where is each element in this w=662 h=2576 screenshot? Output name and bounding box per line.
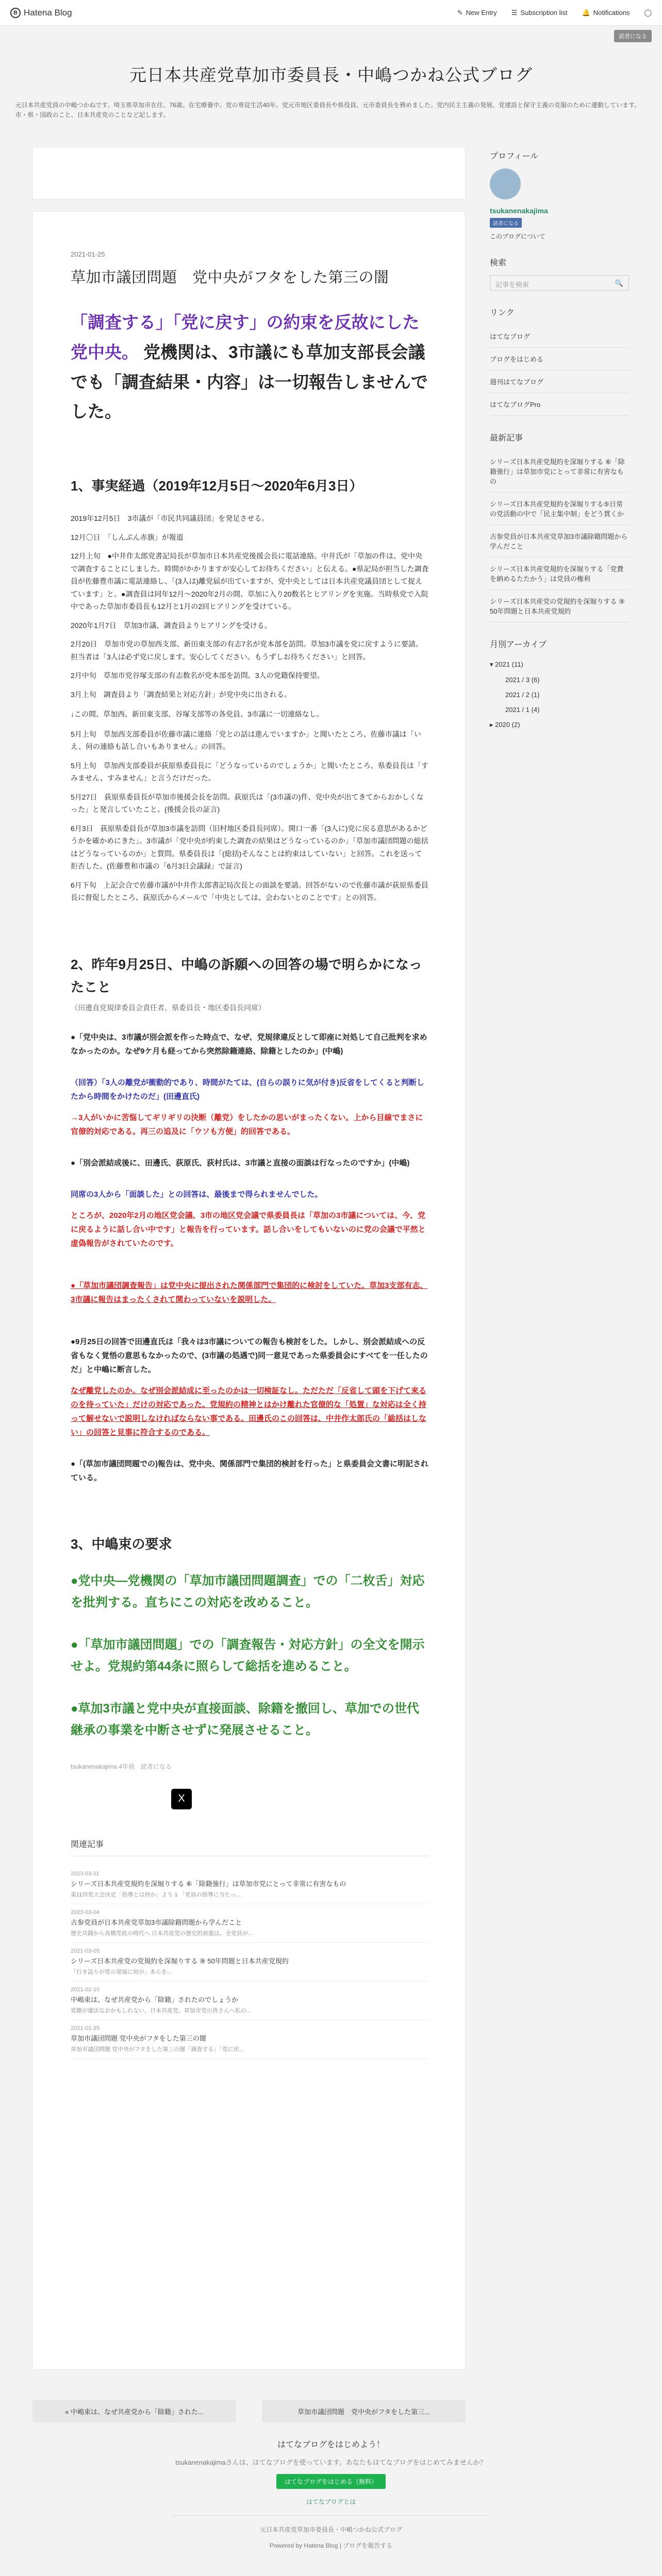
about-link[interactable]: このブログについて xyxy=(490,233,545,240)
recent-item[interactable]: シリーズ日本共産党の党規約を深堀りする ⑨ 50年問題と日本共産党規約 xyxy=(490,590,629,622)
hatena-logo[interactable]: B Hatena Blog xyxy=(10,8,72,18)
blog-title[interactable]: 元日本共産党草加市委員長・中嶋つかね公式ブログ xyxy=(129,65,533,84)
blog-description: 元日本共産党員の中嶋つかねです。埼玉県草加市在住、76歳。在宅療養中。党の専従生活40年。党元市地区委員長や県役員、元市委員長を務めました。党内民主主義の発展、党建設と保守主義の克服のために運動しています。市・県・国政のこと、日本共産党のことなど記します。 xyxy=(15,101,640,119)
archive-item[interactable]: 2021 / 2 (1) xyxy=(505,691,540,699)
recent-item[interactable]: シリーズ日本共産党規約を深堀りする⑤日常の党活動の中で「民主集中制」をどう貫くか xyxy=(490,493,629,525)
link-item[interactable]: はてなブログ xyxy=(490,325,629,348)
archive-item[interactable]: 2021 / 1 (4) xyxy=(505,706,540,714)
pencil-icon: ✎ xyxy=(457,8,463,16)
article-date[interactable]: 2021-01-25 xyxy=(71,250,105,258)
recent-item[interactable]: 古参党員が日本共産党草加3市議除籍問題から学んだこと xyxy=(490,525,629,557)
start-blog-button[interactable]: はてなブログをはじめる（無料） xyxy=(276,2474,386,2489)
link-item[interactable]: はてなブログPro xyxy=(490,393,629,416)
archive-item[interactable]: 2021 / 3 (6) xyxy=(505,676,540,684)
related-articles: 関連記事 2023-03-11 シリーズ日本共産党規約を深堀りする ⑥「除籍強行」は草加市党にとって非常に有害なもの 第11回党大会決定「指導とは何か」より 1 「党員の指導に当たっ... 2023-03-04 古参党員が日本共産党草加3市議除籍問題から学んだこと 歴史共闘から高橋党政の時代へ 日本共産党の歴史的前進は、全党員が... 2021-03-05 シリーズ日本共産党の党規約を深堀りする ⑨ 50年問題と日本共産党規約 「行き詰りが党の発展に何が」あらを... 2021-02-10 中嶋束は、なぜ共産党から「除籍」されたのでしょうか 党籍が違法なおかもしれない。日本共産党。草加市党の皆さんへ私の... 2021-01-25 草加市議団問題 党中央がフタをした第三の闇 草加市議団問題 党中央がフタをした第三の闇「調査する」「党に戻... xyxy=(71,1838,429,2059)
pager xyxy=(32,2400,466,2422)
ad-box xyxy=(32,147,466,199)
link-item[interactable]: 週刊はてなブログ xyxy=(490,370,629,393)
timeline: 2019年12月5日 3市議が「市民共同議員団」を発足させる。 12月〇日 「しんぶん赤旗」が報道 12月上旬 ●中井作太郎党書記局長が草加市日本共産党後援会長に電話連絡。中井氏が「草加の件は、党中央で調査することにしました。時間がかかりますが安心してお待ちください」と伝える。●県記局が担当した調査員が佐藤豊市議に電話連絡し、「(3人は)離党届が出ていますが、党中央としては日本共産党議員団として捉えています」と。●調査員は同年12月〜2020年2月の間、草加に入り20数名とヒアリングを実施。当時県党で入院中であった草加市委員長も12月と1月の2回ヒアリングを受けている。 2020年1月7日 草加3市議、調査員よりヒアリングを受ける。 2月20日 草加市党の草加西支部、新田東支部の有志7名が党本部を訪問。草加3市議を党に戻すように要請。担当者は「3人は必ず党に戻します。安心してください。もうずしお待ちください」と回答。 2月中旬 草加市党谷塚支部の有志数名が党本部を訪問。3人の党籍保持要望。 3月上旬 調査員より「調査結果と対応方針」が党中央に出される。 ↓この間、草加西、新田東支部、谷塚支部等の各党員、3市議に一切連絡なし。 5月上旬 草加西支部委員が佐藤市議に連絡「党との話は進んでいますか」と聞いたところ、佐藤市議は「いえ、何の連絡も話し合いもありません」の回答。 5月上旬 草加西支部委員が荻原県委員長に「どうなっているのでしょうか」と聞いたところ、県委員長は「すみません、すみません」と言うだけだった。 5月27日 荻原県委員長が草加市後援会長を訪問。荻原氏は「(3市議の)件、党中央が出てきてからおかしくなった」と発言していたこと。(後援会長の証言) 6月3日 荻原県委員長が草加3市議を訪問（旧村地区委員長同席）。開口一番「(3人に)党に戻る意思があるかどうかを確かめにきた」。3市議が「党中央が約束した調査の結果はどうなっているのか」「草加市議団問題の総括はどうなっているのか」と質問。県委員長は「(総括)そんなことは約束はしていない」と回答。これを送って拒否した。(佐藤豊和市議の「6月3日会議録」で証言) 6月下旬 上記会合で佐藤市議が中井作太郎書記局次長との面談を要請。回答がないので佐藤市議が荻原県委員長に督促したところ、荻原氏からメールで「中央としては、会わないとのことです」との回答。 xyxy=(71,514,429,902)
section-heading-2: 2、昨年9月25日、中嶋の訴願への回答の場で明らかになったこと xyxy=(71,956,422,995)
prev-article-button[interactable]: « 中嶋束は、なぜ共産党から「除籍」された... xyxy=(32,2400,236,2422)
article: 2021-01-25 草加市議団問題 党中央がフタをした第三の闇 「調査する」「党に戻す」の約束を反故にした党中央。 党機関は、3市議にも草加支部長会議でも「調査結果・内容」は一切報告しませんでした。 1、事実経過（2019年12月5日〜2020年6月3日） 2019年12月5日 3市議が「市民共同議員団」を発足させる。 12月〇日 「しんぶん赤旗」が報道 12月上旬 ●中井作太郎党書記局長が草加市日本共産党後援会長に電話連絡。中井氏が「草加の件は、党中央で調査することにしました。時間がかかりますが安心してお待ちください」と伝える。●県記局が担当した調査員が佐藤豊市議に電話連絡し、「(3人は)離党届が出ていますが、党中央としては日本共産党議員団として捉えています」と。●調査員は同年12月〜2020年2月の間、草加に入り20数名とヒアリングを実施。当時県党で入院中であった草加市委員長も12月と1月の2回ヒアリングを受けている。 2020年1月7日 草加3市議、調査員よりヒアリングを受ける。 2月20日 草加市党の草加西支部、新田東支部の有志7名が党本部を訪問。草加3市議を党に戻すように要請。担当者は「3人は必ず党に戻します。安心してください。もうずしお待ちください」と回答。 2月中旬 草加市党谷塚支部の有志数名が党本部を訪問。3人の党籍保持要望。 3月上旬 調査員より「調査結果と対応方針」が党中央に出される。 ↓この間、草加西、新田東支部、谷塚支部等の各党員、3市議に一切連絡なし。 5月上旬 草加西支部委員が佐藤市議に連絡「党との話は進んでいますか」と聞いたところ、佐藤市議は「いえ、何の連絡も話し合いもありません」の回答。 5月上旬 草加西支部委員が荻原県委員長に「どうなっているのでしょうか」と聞いたところ、県委員長は「すみません、すみません」と言うだけだった。 5月27日 荻原県委員長が草加市後援会長を訪問。荻原氏は「(3市議の)件、党中央が出てきてからおかしくなった」と発言していたこと。(後援会長の証言) 6月3日 荻原県委員長が草加3市議を訪問（旧村地区委員長同席）。開口一番「(3人に)党に戻る意思があるかどうかを確かめにきた」。3市議が「党中央が約束した調査の結果はどうなっているのか」「草加市議団問題の総括はどうなっているのか」と質問。県委員長は「(総括)そんなことは約束はしていない」と回答。これを送って拒否した。(佐藤豊和市議の「6月3日会議録」で証言) 6月下旬 上記会合で佐藤市議が中井作太郎書記局次長との面談を要請。回答がないので佐藤市議が荻原県委員長に督促したところ、荻原氏からメールで「中央としては、会わないとのことです」との回答。 2、昨年9月25日、中嶋の訴願への回答の場で明らかになったこと （田邊直党規律委員会責任者、県委員長・地区委員長同席） ●「党中央は、3市議が別会派を作った時点で、なぜ、党規律違反として即座に対処して自己批判を求めなかったのか。なぜ9ケ月も経ってから突然除籍連絡、除籍としたのか」(中嶋) （回答）「3人の離党が衝動的であり、時間がたては、(自らの誤りに気が付き)反省をしてくると判断したから時間をかけたのだ」(田邊直氏) →3人がいかに苦悩してギリギリの決断（離党）をしたかの思いがまったくない。上から目線でまさに官僚的対応である。再三の追及に「ウソも方便」的回答である。 ●「別会派結成後に、田邊氏、荻原氏、荻村氏は、3市議と直接の面談は行なったのですか」(中嶋) 同席の3人から「面談した」との回答は、最後まで得られませんでした。 ところが、2020年2月の地区党会議、3市の地区党会議で県委員長は「草加の3市議については、今、党に戻るように話し合い中です」と報告を行っています。話し合いをしてもいないのに党の会議で平然と虚偽報告がされていたのです。 ●「草加市議団調査報告」は党中央に提出された関係部門で集団的に検討をしていた。草加3支部有志、3市議に報告はまったくされて関わっていないを説明した。 ●9月25日の回答で田邊直氏は「我々は3市議についての報告も検討をした。しかし、別会派結成への反省もなく覚悟の意思もなかったので、(3市議の処遇で)同一意見であった県委員会にすべてを一任したのだ」と中嶋に断言した。 なぜ離党したのか。なぜ別会派結成に至ったのかは一切検証なし。ただただ「反省して頭を下げて来るのを待っていた」だけの対応であった。党規約の精神とはかけ離れた官僚的な「処置」な対応は全く持って解せないで説明しなければならない事である。田邊氏のこの回答は、中井作太郎氏の「総括はしない」の回答と見事に符合するのである。 ●「(草加市議団問題での)報告は、党中央、関係部門で集団的検討を行った」と県委員会文書に明記されている。 3、中嶋束の要求 ●党中央―党機関の「草加市議団問題調査」での「二枚舌」対応を批判する。直ちにこの対応を改めること。 ●「草加市議団問題」での「調査報告・対応方針」の全文を開示せよ。党規約第44条に照らして総括を進めること。 ●草加3市議と党中央が直接面談、除籍を撤回し、草加での世代継承の事業を中断させずに発展させること。 tsukanenakajima 4年前 読者になる X 関連記事 2023-03-11 シリーズ日本共産党規約を深堀りする ⑥「除籍強行」は草加市党にとって非常に有害なもの 第11回党大会決定「指導とは何か」より 1 「党員の指導に当たっ... 2023-03-04 古参党員が日本共産党草加3市議除籍問題から学んだこと 歴史共闘から高橋党政の時代へ 日本共産党の歴史的前進は、全党員が... 2021-03-05 シリーズ日本共産党の党規約を深堀りする ⑨ 50年問題と日本共産党規約 「行き詰りが党の発展に何が」あらを... 2021-02-10 中嶋束は、なぜ共産党から「除籍」されたのでしょうか 党籍が違法なおかもしれない。日本共産党。草加市党の皆さんへ私の... 2021-01-25 草加市議団問題 党中央がフタをした第三の闇 草加市議団問題 党中央がフタをした第三の闇「調査する」「党に戻... xyxy=(32,211,466,2370)
link-item[interactable]: ブログをはじめる xyxy=(490,348,629,370)
related-item[interactable]: 2021-01-25 草加市議団問題 党中央がフタをした第三の闇 草加市議団問題 党中央がフタをした第三の闇「調査する」「党に戻... xyxy=(71,2020,429,2059)
search-icon[interactable]: 🔍 xyxy=(615,279,623,287)
archive-item[interactable]: ▾ 2021 (11) xyxy=(490,660,523,668)
next-article-button[interactable]: 草加市議団問題 党中央がフタをした第三... xyxy=(262,2400,466,2422)
hatena-icon: B xyxy=(10,8,21,18)
article-title[interactable]: 草加市議団問題 党中央がフタをした第三の闇 xyxy=(71,269,389,286)
avatar[interactable] xyxy=(490,168,521,199)
related-item[interactable]: 2021-02-10 中嶋束は、なぜ共産党から「除籍」されたのでしょうか 党籍が違法なおかもしれない。日本共産党。草加市党の皆さんへ私の... xyxy=(71,1981,429,2020)
links-section: リンク はてなブログ ブログをはじめる 週刊はてなブログ はてなブログPro xyxy=(490,306,629,416)
bell-icon: 🔔 xyxy=(582,8,590,16)
recent-item[interactable]: シリーズ日本共産党規約を深堀りする ⑥「除籍強行」は草加市党にとって非常に有害なもの xyxy=(490,450,629,493)
x-share-button[interactable]: X xyxy=(171,1789,192,1809)
subscribe-badge[interactable]: 読者になる xyxy=(490,218,522,228)
username[interactable]: tsukanenakajima xyxy=(490,207,548,215)
subscribe-button[interactable]: 読者になる xyxy=(614,30,652,42)
notifications-button[interactable]: 🔔 Notifications xyxy=(582,8,630,16)
related-item[interactable]: 2023-03-11 シリーズ日本共産党規約を深堀りする ⑥「除籍強行」は草加市党にとって非常に有害なもの 第11回党大会決定「指導とは何か」より 1 「党員の指導に当たっ... xyxy=(71,1866,429,1904)
subscription-button[interactable]: ☰ Subscription list xyxy=(511,8,568,16)
section-heading-3: 3、中嶋束の要求 xyxy=(71,1536,172,1552)
footer: はてなブログをはじめよう！ tsukanenakajimaさんは、はてなブログを使っています。あなたもはてなブログをはじめてみませんか？ はてなブログをはじめる（無料） はてなブログとは 元日本共産党草加市委員長・中嶋つかね公式ブログ Powered by Hatena Blog | ブログを報告する xyxy=(0,2428,662,2550)
list-icon: ☰ xyxy=(511,8,518,16)
new-entry-button[interactable]: ✎ New Entry xyxy=(457,8,497,16)
related-item[interactable]: 2021-03-05 シリーズ日本共産党の党規約を深堀りする ⑨ 50年問題と日本共産党規約 「行き詰りが党の発展に何が」あらを... xyxy=(71,1943,429,1981)
recent-section: 最新記事 シリーズ日本共産党規約を深堀りする ⑥「除籍強行」は草加市党にとって非常に有害なもの シリーズ日本共産党規約を深堀りする⑤日常の党活動の中で「民主集中制」をどう貫くか 古参党員が日本共産党草加3市議除籍問題から学んだこと シリーズ日本共産党規約を深堀りする「党費を納めるたたかう」は党員の権利 シリーズ日本共産党の党規約を深堀りする ⑨ 50年問題と日本共産党規約 xyxy=(490,431,629,622)
archive-section: 月別アーカイブ ▾ 2021 (11) 2021 / 3 (6) 2021 / 2 (1) 2021 / 1 (4) ▸ 2020 (2) xyxy=(490,638,629,733)
top-bar xyxy=(0,0,662,26)
search-section: 検索 記事を検索 🔍 xyxy=(490,256,629,291)
profile-section: プロフィール tsukanenakajima 読者になる このブログについて xyxy=(490,149,629,241)
recent-item[interactable]: シリーズ日本共産党規約を深堀りする「党費を納めるたたかう」は党員の権利 xyxy=(490,557,629,590)
lead: 「調査する」「党に戻す」の約束を反故にした党中央。 党機関は、3市議にも草加支部長会議でも「調査結果・内容」は一切報告しませんでした。 xyxy=(71,313,428,421)
footer-blog-title[interactable]: 元日本共産党草加市委員長・中嶋つかね公式ブログ xyxy=(171,2515,491,2534)
about-hatena-link[interactable]: はてなブログとは xyxy=(306,2498,356,2505)
author-line[interactable]: tsukanenakajima 4年前 読者になる xyxy=(71,1762,172,1770)
archive-item[interactable]: ▸ 2020 (2) xyxy=(490,721,520,728)
user-icon[interactable]: ◯ xyxy=(644,8,652,16)
sidebar xyxy=(490,149,629,748)
related-item[interactable]: 2023-03-04 古参党員が日本共産党草加3市議除籍問題から学んだこと 歴史共闘から高橋党政の時代へ 日本共産党の歴史的前進は、全党員が... xyxy=(71,1904,429,1943)
search-input[interactable]: 記事を検索 🔍 xyxy=(490,275,629,291)
section-heading-1: 1、事実経過（2019年12月5日〜2020年6月3日） xyxy=(71,478,363,494)
